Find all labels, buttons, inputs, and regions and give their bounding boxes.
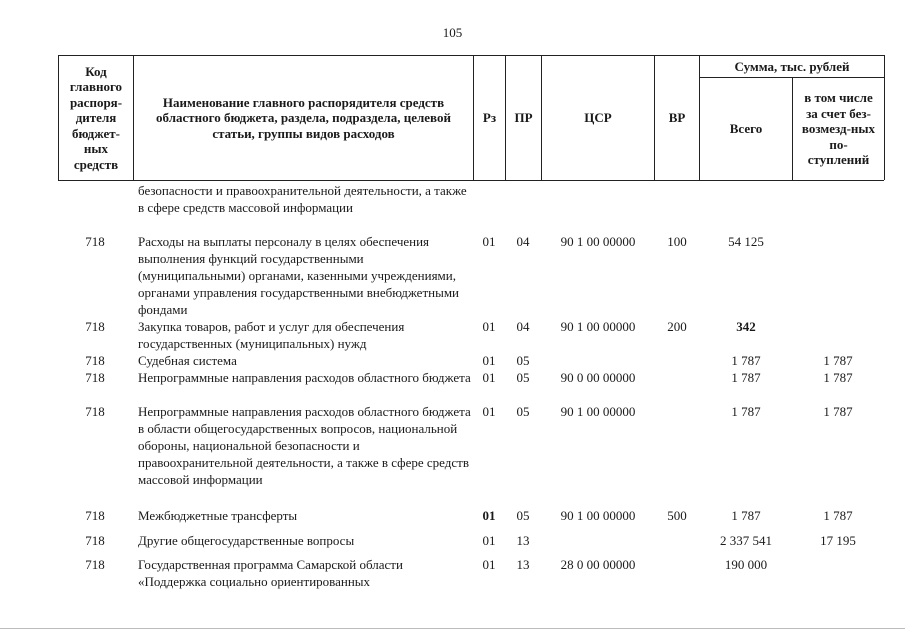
- row-csr: 90 1 00 00000: [560, 234, 636, 249]
- row-csr: 90 0 00 00000: [560, 370, 636, 385]
- row-code: 718: [85, 508, 105, 523]
- header-sum-group: Сумма, тыс. рублей: [734, 58, 850, 74]
- header-pr: ПР: [514, 110, 533, 126]
- row-total: 1 787: [731, 353, 761, 368]
- row-free: 1 787: [823, 370, 853, 385]
- scan-edge-line: [0, 628, 905, 629]
- row-rz: 01: [482, 508, 496, 523]
- row-total: 1 787: [731, 404, 761, 419]
- row-total: 190 000: [724, 557, 768, 572]
- row-code: 718: [85, 319, 105, 334]
- row-pr: 04: [516, 234, 530, 249]
- row-code: 718: [85, 353, 105, 368]
- row-pr: 05: [516, 404, 530, 419]
- row-csr: 90 1 00 00000: [560, 319, 636, 334]
- header-total: Всего: [729, 121, 763, 137]
- header-free-receipts: в том числе за счет без-возмезд-ных по-ступлений: [801, 90, 876, 168]
- header-rz: Рз: [482, 110, 497, 126]
- row-pr: 05: [516, 370, 530, 385]
- row-name: Расходы на выплаты персоналу в целях обеспечения выполнения функций государственными (муниципальными) органами, казенными учреждениями, органами управления государственными внебюджетными фондами: [138, 234, 460, 317]
- row-name: Государственная программа Самарской области «Поддержка социально ориентированных: [138, 557, 403, 589]
- row-vr: 200: [667, 319, 687, 334]
- row-total: 54 125: [728, 234, 764, 249]
- row-name: Непрограммные направления расходов областного бюджета в области общегосударственных вопросов, национальной обороны, национальной безопасности и правоохранительной деятельности, а также в сфере средств массовой информации: [138, 404, 471, 487]
- row-name: Другие общегосударственные вопросы: [138, 533, 355, 548]
- row-rz: 01: [482, 234, 496, 249]
- row-rz: 01: [482, 533, 496, 548]
- row-total: 1 787: [731, 508, 761, 523]
- row-vr: 100: [667, 234, 687, 249]
- row-code: 718: [85, 234, 105, 249]
- row-rz: 01: [482, 353, 496, 368]
- row-free: 17 195: [820, 533, 856, 548]
- row-free: 1 787: [823, 353, 853, 368]
- row-pr: 05: [516, 353, 530, 368]
- row-name: Непрограммные направления расходов областного бюджета: [138, 370, 471, 385]
- header-name: Наименование главного распорядителя средств областного бюджета, раздела, подраздела, целевой статьи, группы видов расходов: [156, 94, 451, 141]
- row-rz: 01: [482, 370, 496, 385]
- row-name: Межбюджетные трансферты: [138, 508, 298, 523]
- row-name: Судебная система: [138, 353, 237, 368]
- row-free: 1 787: [823, 404, 853, 419]
- row-pr: 13: [516, 557, 530, 572]
- header-code: Код главного распоря-дителя бюджет-ных средств: [69, 63, 123, 172]
- row-code: 718: [85, 370, 105, 385]
- row-total: 2 337 541: [720, 533, 772, 548]
- header-bottom-border: [58, 180, 884, 181]
- col-border: [884, 55, 885, 180]
- row-code: 718: [85, 533, 105, 548]
- header-vr: ВР: [668, 110, 686, 126]
- row-code: 718: [85, 557, 105, 572]
- row-pr: 13: [516, 533, 530, 548]
- row-total: 342: [736, 319, 756, 334]
- row-vr: 500: [667, 508, 687, 523]
- page-number: 105: [442, 25, 463, 40]
- row-free: 1 787: [823, 508, 853, 523]
- row-pr: 05: [516, 508, 530, 523]
- row-rz: 01: [482, 557, 496, 572]
- row-code: 718: [85, 404, 105, 419]
- row-name: безопасности и правоохранительной деятельности, а также в сфере средств массовой информации: [138, 183, 467, 215]
- row-pr: 04: [516, 319, 530, 334]
- header-csr: ЦСР: [584, 110, 612, 126]
- row-total: 1 787: [731, 370, 761, 385]
- row-rz: 01: [482, 404, 496, 419]
- row-csr: 90 1 00 00000: [560, 508, 636, 523]
- row-rz: 01: [482, 319, 496, 334]
- row-name: Закупка товаров, работ и услуг для обеспечения государственных (муниципальных) нужд: [138, 319, 405, 351]
- row-csr: 90 1 00 00000: [560, 404, 636, 419]
- row-csr: 28 0 00 00000: [560, 557, 636, 572]
